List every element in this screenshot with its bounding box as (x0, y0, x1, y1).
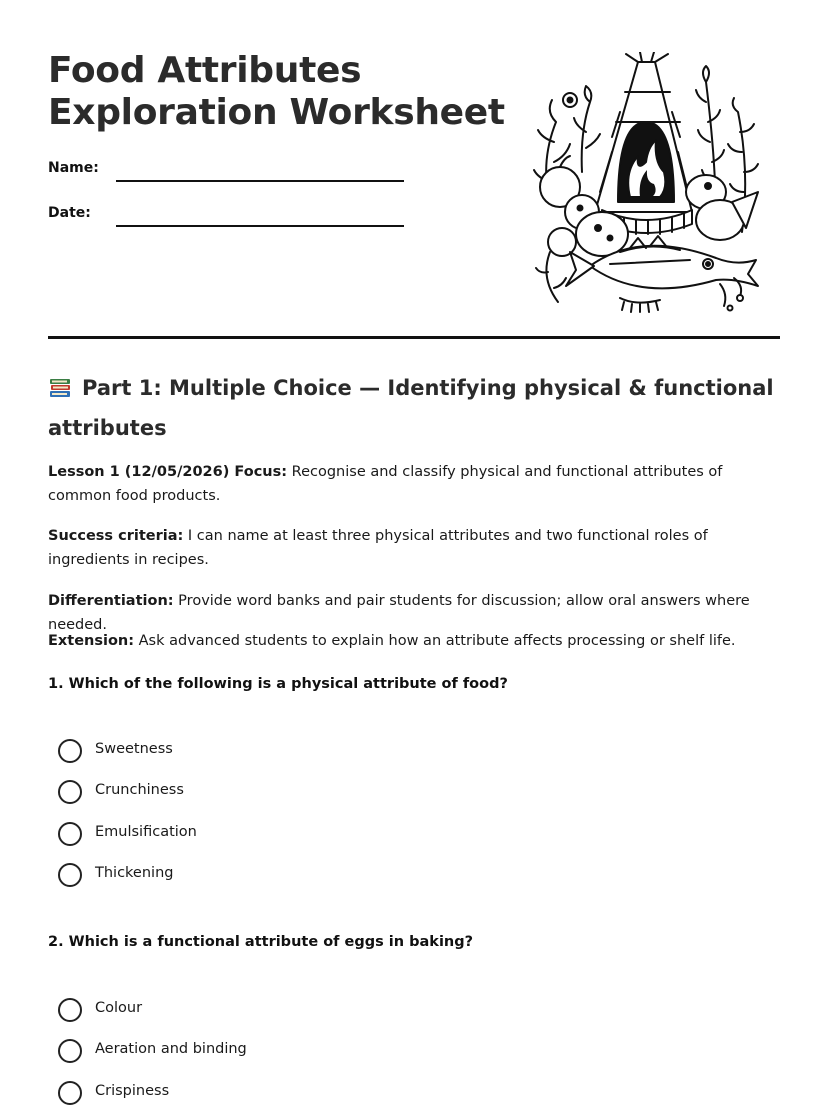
q1-option-crunchiness[interactable] (58, 780, 458, 806)
question-1: 1. Which of the following is a physical attribute of food? (48, 676, 508, 692)
books-icon (48, 374, 72, 410)
date-label: Date: (48, 205, 91, 221)
option-label: Crispiness (95, 1083, 170, 1099)
radio-button[interactable] (58, 822, 82, 846)
radio-button[interactable] (58, 998, 82, 1022)
option-label: Thickening (95, 865, 174, 881)
extension-label: Extension: (48, 633, 135, 649)
lesson-focus-label: Lesson 1 (12/05/2026) Focus: (48, 464, 288, 480)
q1-option-thickening[interactable] (58, 863, 458, 889)
radio-button[interactable] (58, 780, 82, 804)
extension-text: Ask advanced students to explain how an attribute affects processing or shelf life. (134, 633, 736, 649)
lesson-focus-text: Recognise and classify physical and functional attributes of common food products. (48, 464, 723, 504)
lesson-focus (48, 460, 776, 508)
name-label: Name: (48, 160, 99, 176)
success-criteria-text: I can name at least three physical attributes and two functional roles of ingredients in recipes. (48, 528, 708, 568)
radio-button[interactable] (58, 863, 82, 887)
option-label: Sweetness (95, 741, 173, 757)
q1-option-emulsification[interactable] (58, 822, 458, 848)
q2-option-crispiness[interactable] (58, 1081, 458, 1107)
extension (48, 629, 776, 653)
q1-option-sweetness[interactable] (58, 739, 458, 765)
date-field[interactable] (48, 205, 408, 235)
option-label: Emulsification (95, 824, 197, 840)
option-label: Colour (95, 1000, 143, 1016)
q2-option-colour[interactable] (58, 998, 458, 1024)
differentiation-label: Differentiation: (48, 593, 174, 609)
title-line-2: Exploration Worksheet (48, 92, 505, 133)
differentiation-text: Provide word banks and pair students for discussion; allow oral answers where needed. (48, 593, 750, 633)
name-field[interactable] (48, 160, 408, 190)
name-underline[interactable] (116, 180, 404, 182)
success-criteria (48, 524, 776, 572)
option-label: Crunchiness (95, 782, 184, 798)
title-line-1: Food Attributes (48, 50, 362, 91)
success-criteria-label: Success criteria: (48, 528, 184, 544)
radio-button[interactable] (58, 1081, 82, 1105)
campfire-food-illustration (520, 52, 764, 314)
date-underline[interactable] (116, 225, 404, 227)
q2-option-aeration-binding[interactable] (58, 1039, 458, 1065)
option-label: Aeration and binding (95, 1041, 247, 1057)
header-divider (48, 336, 780, 339)
worksheet-title (48, 50, 518, 134)
part1-title (48, 370, 780, 446)
question-2: 2. Which is a functional attribute of eggs in baking? (48, 934, 474, 950)
radio-button[interactable] (58, 739, 82, 763)
radio-button[interactable] (58, 1039, 82, 1063)
part1-title-text: Part 1: Multiple Choice — Identifying physical & functional attributes (48, 376, 774, 440)
